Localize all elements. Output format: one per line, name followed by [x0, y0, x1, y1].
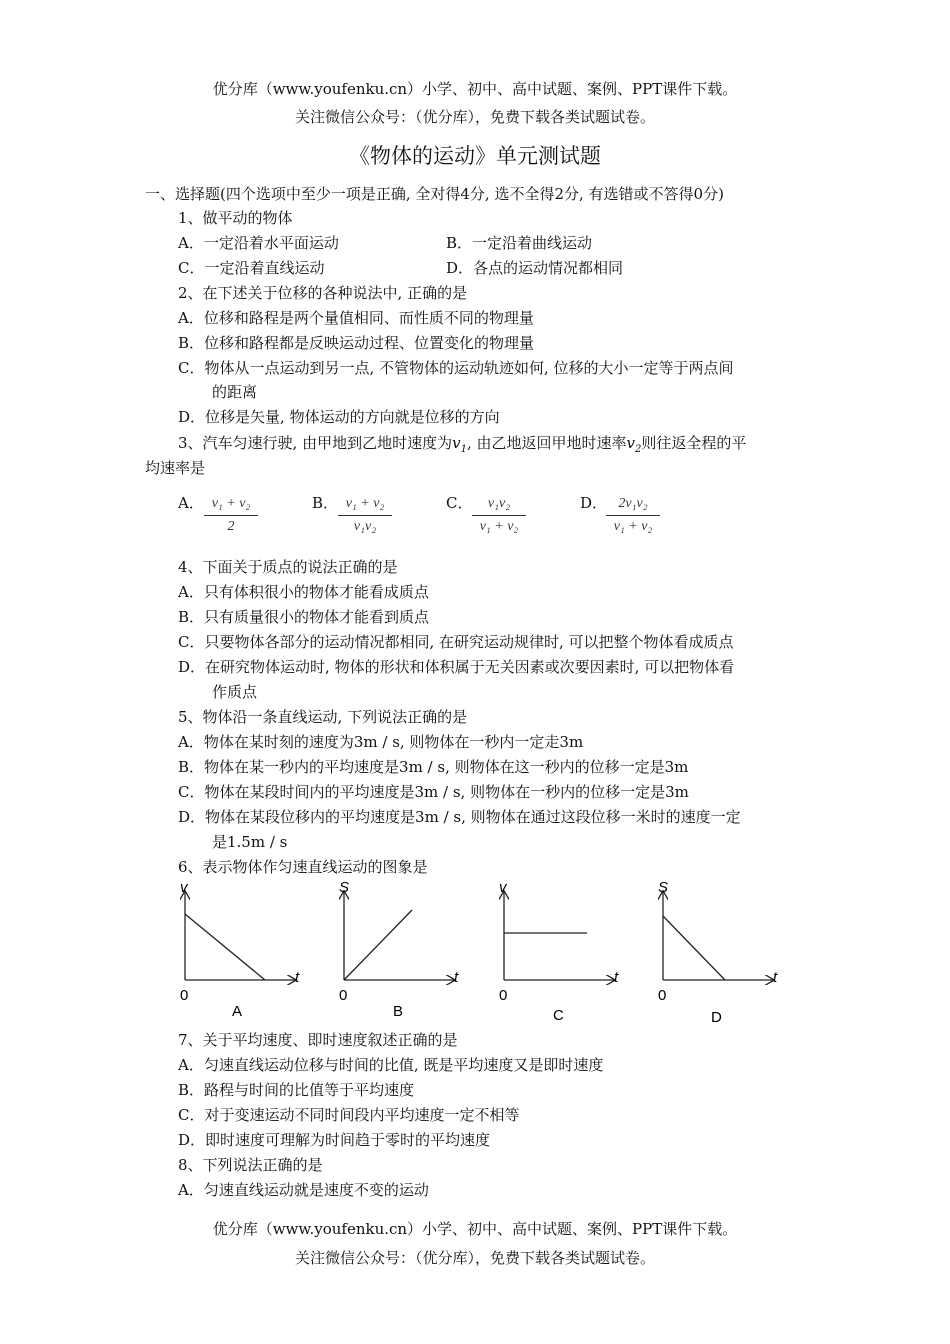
fraction-numerator: v₁ + v₂: [211, 496, 251, 511]
fraction-denominator: v₁ + v₂: [613, 519, 653, 534]
graph-a-origin: 0: [180, 987, 189, 1004]
q2-option-c-cont: 的距离: [212, 383, 258, 401]
graph-c: [499, 879, 619, 1024]
graph-a: [180, 879, 300, 1020]
q4-option-d-cont: 作质点: [212, 683, 258, 701]
q5-stem: 5、物体沿一条直线运动, 下列说法正确的是: [178, 708, 468, 726]
q8-option-a: A．匀速直线运动就是速度不变的运动: [178, 1181, 429, 1199]
q1-option-c: C．一定沿着直线运动: [178, 259, 325, 277]
q6-stem: 6、表示物体作匀速直线运动的图象是: [178, 858, 428, 876]
q2-stem: 2、在下述关于位移的各种说法中, 正确的是: [178, 284, 468, 302]
graph-b-line: [344, 910, 412, 980]
q6-graphs: [160, 878, 800, 1028]
graph-d-x-axis: t: [773, 969, 778, 986]
q3-option-a-fraction: [204, 494, 258, 537]
q5-option-d: D．物体在某段位移内的平均速度是3m / s, 则物体在通过这段位移一米时的速度一定: [178, 808, 741, 826]
q4-option-d: D．在研究物体运动时, 物体的形状和体积属于无关因素或次要因素时, 可以把物体看: [178, 658, 735, 676]
q3-stem-cont: 均速率是: [145, 459, 206, 477]
q8-stem: 8、下列说法正确的是: [178, 1156, 323, 1174]
q7-stem: 7、关于平均速度、即时速度叙述正确的是: [178, 1031, 458, 1049]
q4-option-c: C．只要物体各部分的运动情况都相同, 在研究运动规律时, 可以把整个物体看成质点: [178, 633, 734, 651]
q3-option-d-fraction: [606, 494, 660, 537]
graph-b-x-axis: t: [454, 969, 459, 986]
q5-option-c: C．物体在某段时间内的平均速度是3m / s, 则物体在一秒内的位移一定是3m: [178, 783, 689, 801]
v2-symbol: $v_2$: [626, 434, 642, 455]
q3-option-c-label: C．: [446, 494, 473, 512]
q4-stem: 4、下面关于质点的说法正确的是: [178, 558, 398, 576]
graph-d-y-axis: S: [658, 879, 669, 896]
fraction-numerator: v₁ + v₂: [345, 496, 385, 511]
q2-option-c: C．物体从一点运动到另一点, 不管物体的运动轨迹如何, 位移的大小一定等于两点间: [178, 359, 734, 377]
v1-symbol: $v_1$: [452, 434, 467, 455]
q5-option-d-cont: 是1.5m / s: [212, 833, 288, 851]
graph-c-label: C: [553, 1007, 564, 1024]
graph-c-y-axis: v: [499, 879, 507, 896]
graph-c-x-axis: t: [614, 969, 619, 986]
header-line-2: 关注微信公众号：（优分库），免费下载各类试题试卷。: [294, 108, 655, 126]
graph-b-y-axis: S: [339, 879, 350, 896]
q2-option-b: B．位移和路程都是反映运动过程、位置变化的物理量: [178, 334, 535, 352]
q7-option-c: C．对于变速运动不同时间段内平均速度一定不相等: [178, 1106, 520, 1124]
section-heading: 一、选择题(四个选项中至少一项是正确, 全对得4分, 选不全得2分, 有选错或不答得0分): [145, 185, 724, 203]
graph-a-x-axis: t: [295, 969, 300, 986]
graph-a-label: A: [232, 1003, 243, 1020]
footer-line-1: 优分库（www.youfenku.cn）小学、初中、高中试题、案例、PPT课件下载。: [212, 1220, 738, 1238]
graph-c-origin: 0: [499, 987, 508, 1004]
q2-option-d: D．位移是矢量, 物体运动的方向就是位移的方向: [178, 408, 500, 426]
q7-option-a: A．匀速直线运动位移与时间的比值, 既是平均速度又是即时速度: [178, 1056, 604, 1074]
page-title: 《物体的运动》单元测试题: [349, 144, 601, 168]
fraction-numerator: 2v₁v₂: [618, 496, 648, 511]
q5-option-b: B．物体在某一秒内的平均速度是3m / s, 则物体在这一秒内的位移一定是3m: [178, 758, 689, 776]
fraction-denominator: v₁v₂: [353, 519, 377, 534]
graph-a-y-axis: v: [180, 879, 188, 896]
graph-b-label: B: [393, 1003, 404, 1020]
graph-b: [339, 879, 459, 1020]
q3-option-a-label: A．: [178, 494, 204, 512]
q1-option-a: A．一定沿着水平面运动: [178, 234, 339, 252]
graph-b-origin: 0: [339, 987, 348, 1004]
q5-option-a: A．物体在某时刻的速度为3m / s, 则物体在一秒内一定走3m: [178, 733, 584, 751]
q3-option-b-fraction: [338, 494, 392, 537]
q3-stem: 3、汽车匀速行驶, 由甲地到乙地时速度为$v_1$, 由乙地返回甲地时速率$v_2$则往返全程的平: [178, 434, 747, 455]
q7-option-b: B．路程与时间的比值等于平均速度: [178, 1081, 415, 1099]
q1-option-b: B．一定沿着曲线运动: [446, 234, 593, 252]
q4-option-a: A．只有体积很小的物体才能看成质点: [178, 583, 429, 601]
q4-option-b: B．只有质量很小的物体才能看到质点: [178, 608, 430, 626]
graph-a-line: [185, 914, 265, 980]
fraction-numerator: v₁v₂: [487, 496, 511, 511]
graph-d-label: D: [711, 1009, 722, 1026]
q3-option-b-label: B．: [312, 494, 339, 512]
q2-option-a: A．位移和路程是两个量值相同、而性质不同的物理量: [178, 309, 534, 327]
graph-d: [658, 879, 778, 1026]
q7-option-d: D．即时速度可理解为时间趋于零时的平均速度: [178, 1131, 491, 1149]
q1-option-d: D．各点的运动情况都相同: [446, 259, 624, 277]
header-line-1: 优分库（www.youfenku.cn）小学、初中、高中试题、案例、PPT课件下载。: [212, 80, 738, 98]
fraction-denominator: 2: [227, 519, 235, 534]
footer-line-2: 关注微信公众号：（优分库），免费下载各类试题试卷。: [294, 1249, 655, 1267]
q3-option-c-fraction: [472, 494, 526, 537]
graph-d-line: [663, 916, 725, 980]
q1-stem: 1、做平动的物体: [178, 209, 293, 227]
q3-option-d-label: D．: [580, 494, 608, 512]
fraction-denominator: v₁ + v₂: [479, 519, 519, 534]
graph-d-origin: 0: [658, 987, 667, 1004]
